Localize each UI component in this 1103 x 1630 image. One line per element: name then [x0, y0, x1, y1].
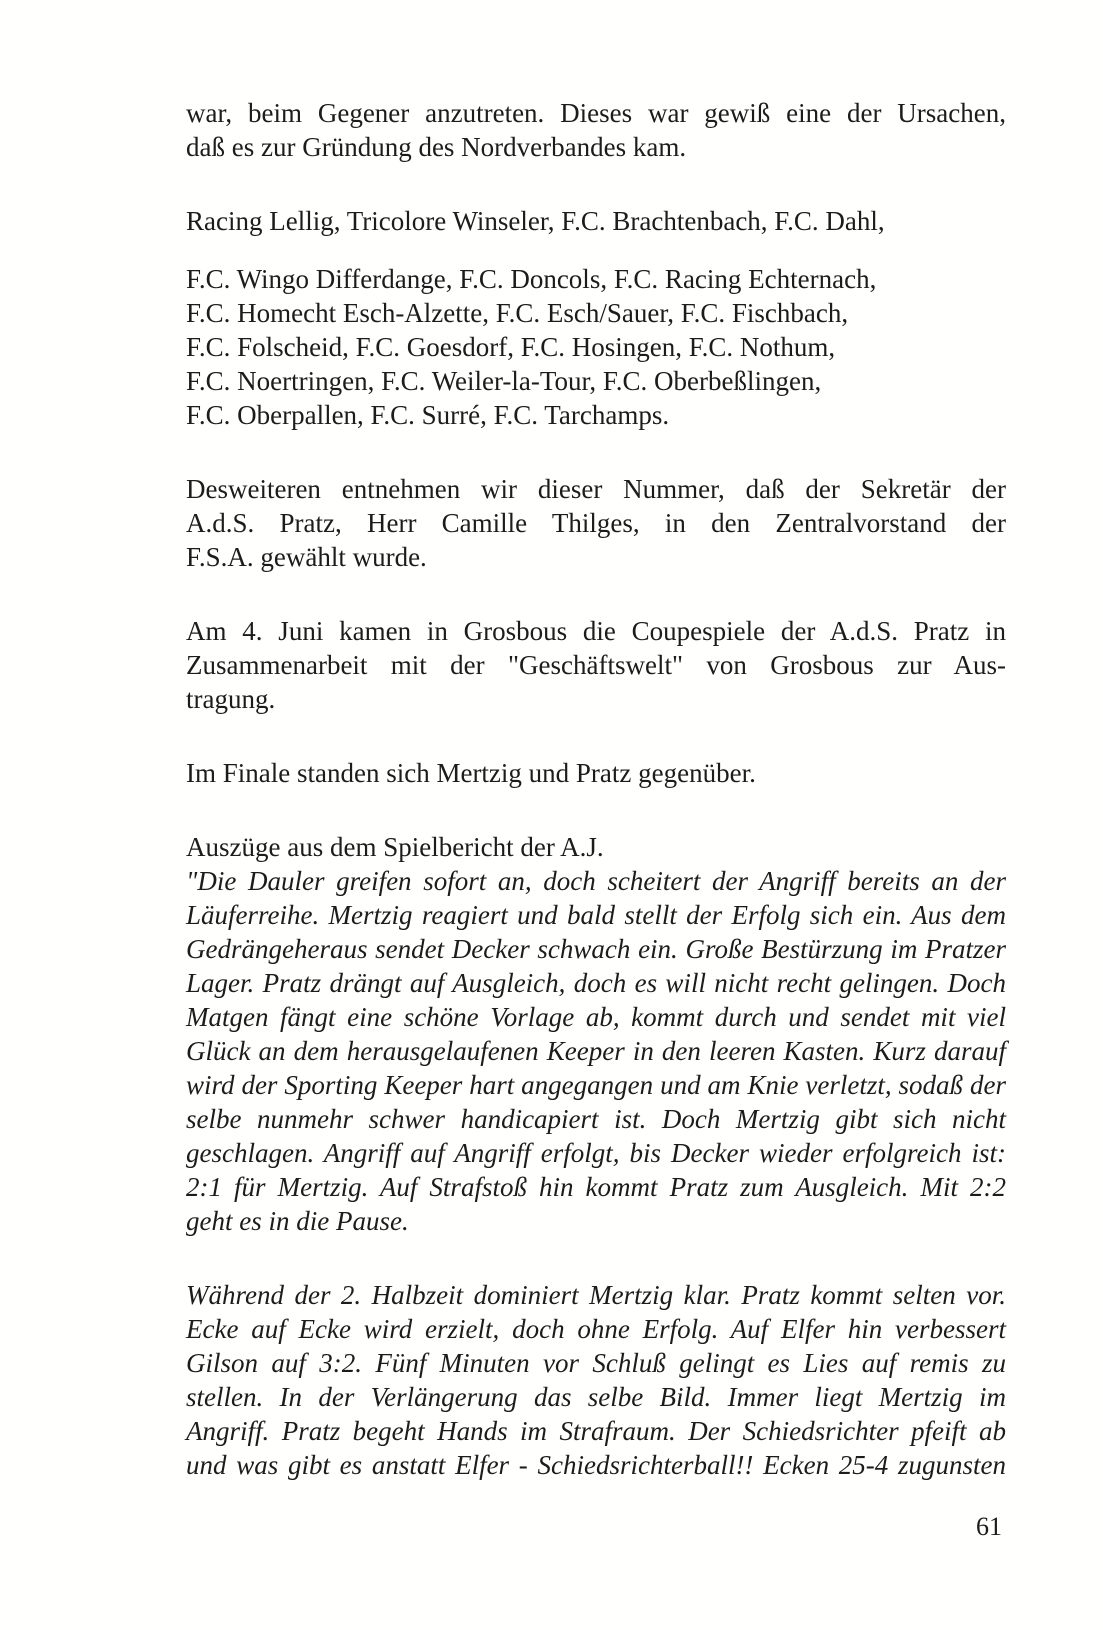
text-line: und was gibt es anstatt Elfer - Schiedsrichterball!! Ecken 25-4 zugunsten	[186, 1450, 1006, 1480]
paragraph	[186, 96, 1006, 164]
text-line: Matgen fängt eine schöne Vorlage ab, kommt durch und sendet mit viel	[186, 1002, 1006, 1032]
text-line: A.d.S. Pratz, Herr Camille Thilges, in den Zentralvorstand der	[186, 508, 1006, 538]
text-line: Auszüge aus dem Spielbericht der A.J.	[186, 832, 604, 862]
page-number: 61	[976, 1512, 1002, 1541]
paragraph	[186, 756, 1006, 790]
text-line: F.C. Homecht Esch-Alzette, F.C. Esch/Sauer, F.C. Fischbach,	[186, 298, 849, 328]
text-line: F.S.A. gewählt wurde.	[186, 542, 427, 572]
text-line: Desweiteren entnehmen wir dieser Nummer, daß der Sekretär der	[186, 474, 1006, 504]
paragraph	[186, 472, 1006, 574]
paragraph	[186, 614, 1006, 716]
text-line: geht es in die Pause.	[186, 1206, 409, 1236]
text-line: wird der Sporting Keeper hart angegangen und am Knie verletzt, sodaß der	[186, 1070, 1006, 1100]
text-line: Läuferreihe. Mertzig reagiert und bald stellt der Erfolg sich ein. Aus dem	[186, 900, 1006, 930]
text-line: Lager. Pratz drängt auf Ausgleich, doch es will nicht recht gelingen. Doch	[186, 968, 1006, 998]
text-line: Glück an dem herausgelaufenen Keeper in den leeren Kasten. Kurz darauf	[186, 1036, 1006, 1066]
club-list	[186, 262, 1006, 432]
text-line: Zusammenarbeit mit der "Geschäftswelt" von Grosbous zur Aus-	[186, 650, 1006, 680]
match-report-quote	[186, 864, 1006, 1238]
text-line: war, beim Gegener anzutreten. Dieses war gewiß eine der Ursachen,	[186, 98, 1006, 128]
paragraph	[186, 204, 1006, 238]
text-line: selbe nunmehr schwer handicapiert ist. Doch Mertzig gibt sich nicht	[186, 1104, 1006, 1134]
text-line: Gedrängeheraus sendet Decker schwach ein. Große Bestürzung im Pratzer	[186, 934, 1006, 964]
text-line: Am 4. Juni kamen in Grosbous die Coupespiele der A.d.S. Pratz in	[186, 616, 1006, 646]
text-line: Im Finale standen sich Mertzig und Pratz gegenüber.	[186, 758, 756, 788]
text-line: F.C. Noertringen, F.C. Weiler-la-Tour, F.C. Oberbeßlingen,	[186, 366, 822, 396]
report-heading	[186, 830, 1006, 864]
text-line: tragung.	[186, 684, 276, 714]
text-line: F.C. Wingo Differdange, F.C. Doncols, F.C. Racing Echternach,	[186, 264, 877, 294]
text-line: geschlagen. Angriff auf Angriff erfolgt, bis Decker wieder erfolgreich ist:	[186, 1138, 1006, 1168]
text-line: F.C. Oberpallen, F.C. Surré, F.C. Tarchamps.	[186, 400, 670, 430]
text-line: stellen. In der Verlängerung das selbe Bild. Immer liegt Mertzig im	[186, 1382, 1006, 1412]
text-line: 2:1 für Mertzig. Auf Strafstoß hin kommt Pratz zum Ausgleich. Mit 2:2	[186, 1172, 1006, 1202]
match-report-second-half	[186, 1278, 1006, 1482]
text-line: Ecke auf Ecke wird erzielt, doch ohne Erfolg. Auf Elfer hin verbessert	[186, 1314, 1006, 1344]
text-line: Gilson auf 3:2. Fünf Minuten vor Schluß gelingt es Lies auf remis zu	[186, 1348, 1006, 1378]
text-line: Angriff. Pratz begeht Hands im Strafraum. Der Schiedsrichter pfeift ab	[186, 1416, 1006, 1446]
text-line: Während der 2. Halbzeit dominiert Mertzig klar. Pratz kommt selten vor.	[186, 1280, 1006, 1310]
text-line: daß es zur Gründung des Nordverbandes kam.	[186, 132, 687, 162]
text-line: Racing Lellig, Tricolore Winseler, F.C. Brachtenbach, F.C. Dahl,	[186, 206, 885, 236]
text-line: "Die Dauler greifen sofort an, doch scheitert der Angriff bereits an der	[186, 866, 1006, 896]
body-text	[186, 96, 1006, 1482]
text-line: F.C. Folscheid, F.C. Goesdorf, F.C. Hosingen, F.C. Nothum,	[186, 332, 836, 362]
